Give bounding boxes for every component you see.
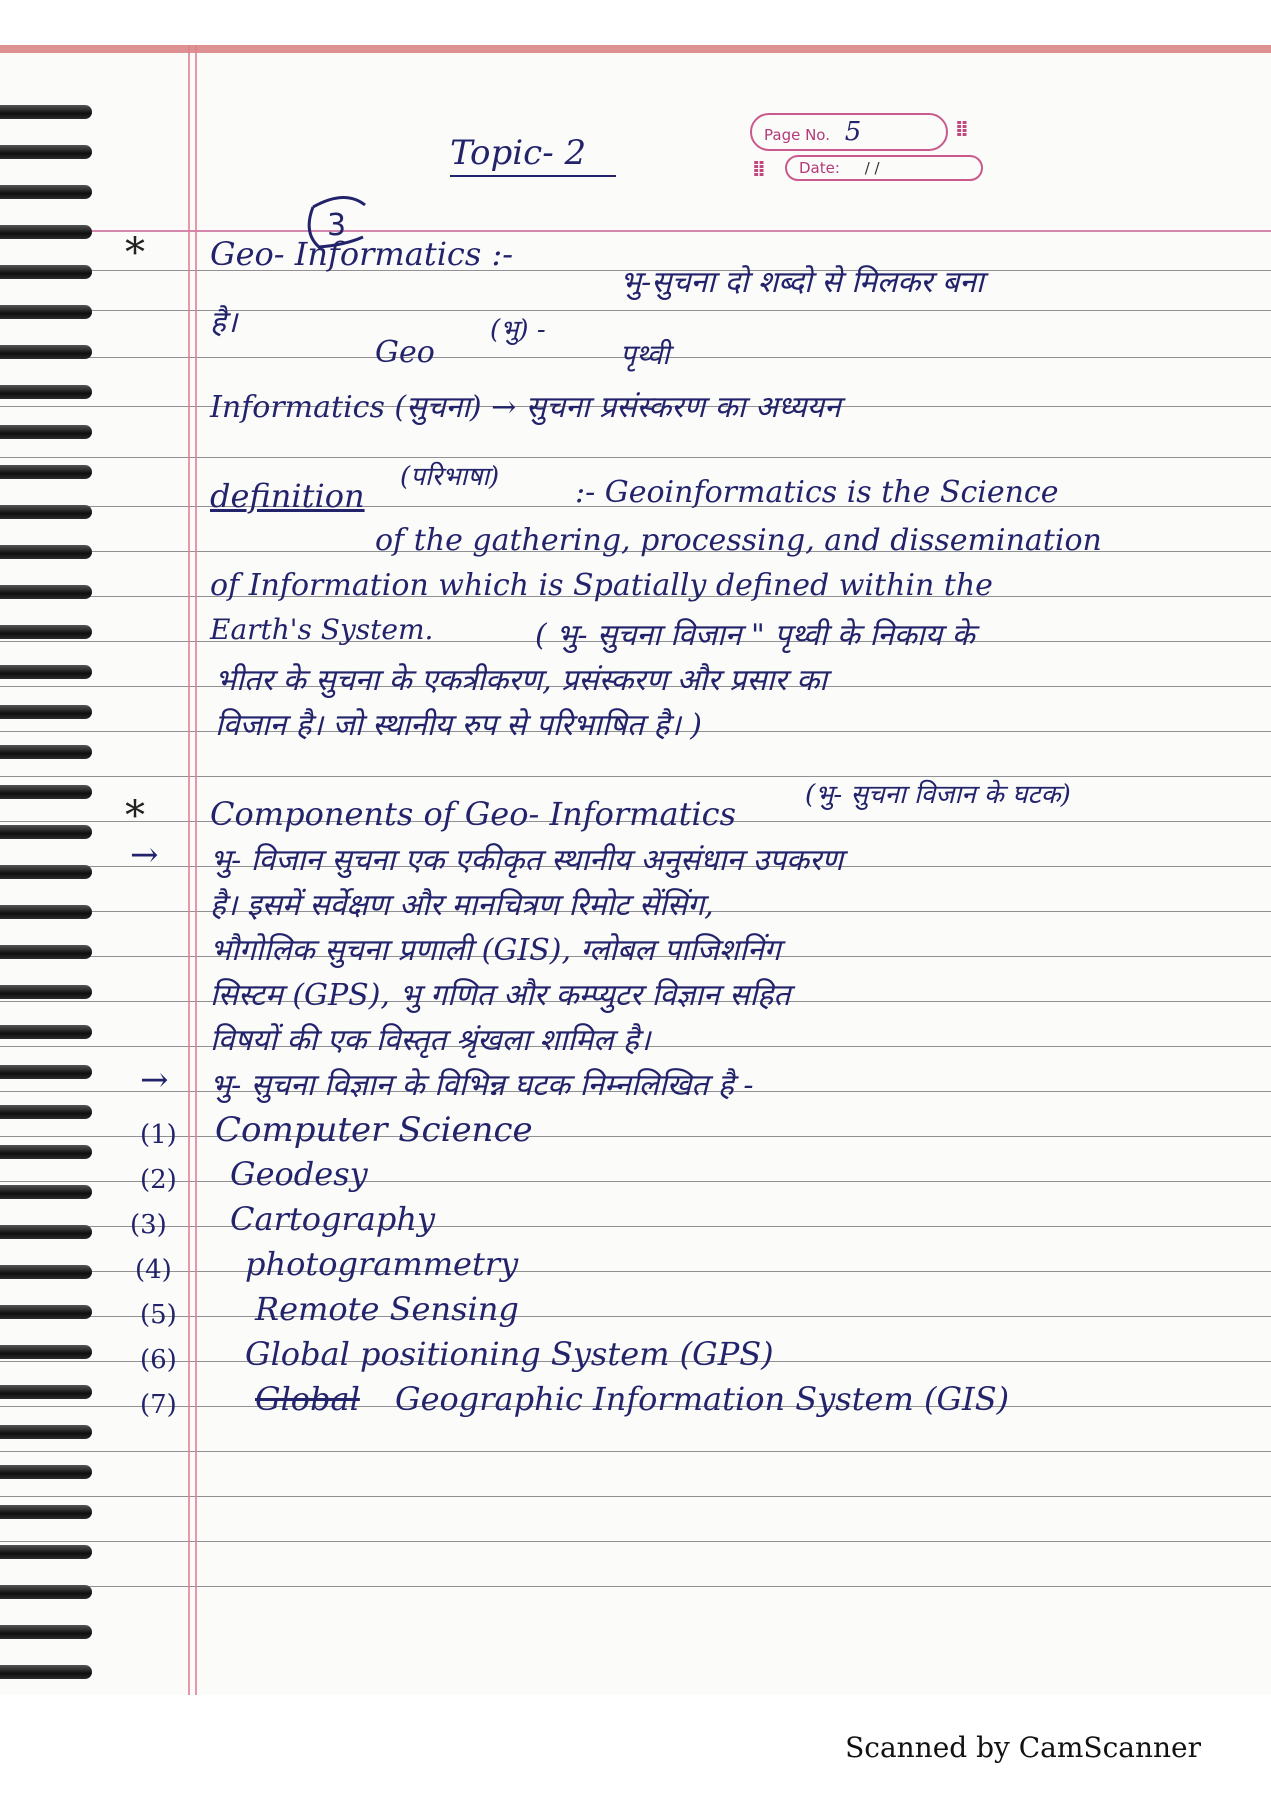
section-heading: Components of Geo- Informatics bbox=[210, 795, 736, 833]
list-item: Computer Science bbox=[215, 1110, 533, 1150]
note-line: ( भु- सुचना विजान " पृथ्वी के निकाय के bbox=[535, 618, 975, 653]
svg-text:3: 3 bbox=[327, 208, 347, 243]
decor-dots: ⁞⁞ bbox=[955, 117, 966, 142]
note-line: (भु- सुचना विजान के घटक) bbox=[805, 780, 1071, 810]
note-line: भु- विजान सुचना एक एकीकृत स्थानीय अनुसंधान उपकरण bbox=[210, 843, 844, 878]
note-line: Informatics (सुचना) → सुचना प्रसंस्करण का अध्ययन bbox=[210, 390, 841, 425]
page-number-box bbox=[750, 113, 948, 151]
list-item: photogrammetry bbox=[245, 1245, 519, 1283]
note-line: है। bbox=[210, 305, 238, 340]
arrow-right-icon: → bbox=[130, 835, 159, 875]
asterisk-icon: * bbox=[125, 793, 145, 839]
scanner-watermark: Scanned by CamScanner bbox=[845, 1731, 1201, 1764]
date-box bbox=[785, 155, 983, 181]
list-number: (6) bbox=[140, 1345, 177, 1375]
struck-word: Global bbox=[255, 1380, 360, 1418]
note-line: of the gathering, processing, and dissemination bbox=[375, 523, 1102, 558]
list-number: (7) bbox=[140, 1390, 177, 1420]
asterisk-icon: * bbox=[125, 230, 145, 276]
note-line: भु- सुचना विज्ञान के विभिन्न घटक निम्नलिखित है - bbox=[210, 1068, 754, 1103]
note-line: of Information which is Spatially defined within the bbox=[210, 568, 993, 603]
note-line: विषयों की एक विस्तृत श्रृंखला शामिल है। bbox=[210, 1023, 651, 1058]
arrow-right-icon: → bbox=[140, 1060, 169, 1100]
list-number: (1) bbox=[140, 1120, 177, 1150]
list-item: Geographic Information System (GIS) bbox=[395, 1380, 1010, 1418]
list-item: Global positioning System (GPS) bbox=[245, 1335, 774, 1373]
margin-line bbox=[188, 45, 190, 1695]
note-line: पृथ्वी bbox=[620, 338, 670, 371]
note-line: (भु) - bbox=[490, 315, 546, 345]
date-label: Date: bbox=[799, 159, 840, 177]
note-line: भु-सुचना दो शब्दो से मिलकर बना bbox=[620, 265, 984, 300]
note-line: Geo bbox=[375, 335, 435, 370]
list-number: (4) bbox=[135, 1255, 172, 1285]
spiral-binding bbox=[0, 105, 100, 1685]
date-value: / / bbox=[864, 159, 880, 177]
note-line: सिस्टम (GPS), भु गणित और कम्प्युटर विज्ञान सहित bbox=[210, 978, 791, 1013]
section-heading: Geo- Informatics :- bbox=[210, 235, 514, 273]
list-item: Cartography bbox=[230, 1200, 436, 1238]
section-heading: definition bbox=[210, 477, 365, 515]
topic-title: Topic- 2 bbox=[450, 133, 616, 177]
note-line: (परिभाषा) bbox=[400, 462, 500, 492]
note-line: :- Geoinformatics is the Science bbox=[575, 475, 1059, 510]
margin-line bbox=[195, 45, 197, 1695]
page-number-value: 5 bbox=[844, 117, 862, 147]
note-line: भीतर के सुचना के एकत्रीकरण, प्रसंस्करण और प्रसार का bbox=[215, 663, 828, 698]
list-item: Geodesy bbox=[230, 1155, 368, 1193]
list-item: Remote Sensing bbox=[255, 1290, 519, 1328]
note-line: विजान है। जो स्थानीय रुप से परिभाषित है। ) bbox=[215, 708, 702, 743]
notebook-page bbox=[0, 45, 1271, 1695]
note-line: भौगोलिक सुचना प्रणाली (GIS), ग्लोबल पाजिशनिंग bbox=[210, 933, 781, 968]
note-line: है। इसमें सर्वेक्षण और मानचित्रण रिमोट सेंसिंग, bbox=[210, 888, 714, 923]
list-number: (2) bbox=[140, 1165, 177, 1195]
decor-dots: ⁞⁞ bbox=[752, 157, 763, 182]
list-number: (5) bbox=[140, 1300, 177, 1330]
page-number-label: Page No. bbox=[764, 126, 830, 144]
note-line: Earth's System. bbox=[210, 613, 434, 646]
list-number: (3) bbox=[130, 1210, 167, 1240]
